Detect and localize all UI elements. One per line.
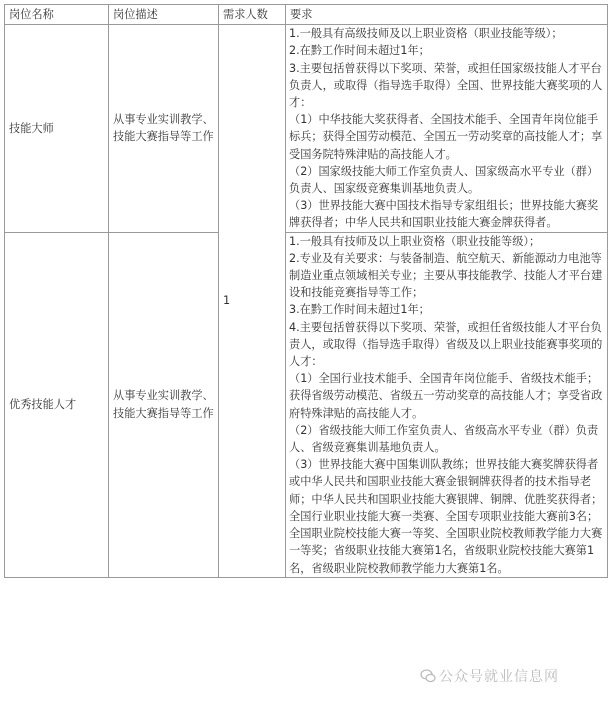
requirement-line: 2.在黔工作时间未超过1年； — [289, 44, 430, 58]
requirement-line: （2）国家级技能大师工作室负责人、国家级高水平专业（群）负责人、国家级竞赛集训基地负责人。 — [289, 164, 599, 196]
wechat-icon — [420, 668, 436, 684]
position-name-cell: 优秀技能人才 — [5, 232, 109, 577]
requirement-line: （1）中华技能大奖获得者、全国技术能手、全国青年岗位能手标兵；获得全国劳动模范、全国五一劳动奖章的高技能人才；享受国务院特殊津贴的高技能人才。 — [289, 113, 603, 161]
requirement-line: （3）世界技能大赛中国技术指导专家组组长；世界技能大赛奖牌获得者；中华人民共和国职业技能大赛金牌获得者。 — [289, 199, 599, 230]
requirement-line: 1.一般具有高级技师及以上职业资格（职业技能等级）； — [289, 27, 563, 41]
watermark-text: 公众号就业信息网 — [439, 669, 559, 685]
requirement-line: 3.主要包括曾获得以下奖项、荣誉，或担任国家级技能人才平台负责人，或取得（指导选手取得）全国、世界技能大赛奖项的人才： — [289, 61, 603, 110]
table-header-row — [5, 5, 608, 25]
header-position-name: 岗位名称 — [5, 5, 109, 25]
requirement-line: （1）全国行业技术能手、全国青年岗位能手、省级技术能手；获得省级劳动模范、省级五一劳动奖章的高技能人才；享受省政府特殊津贴的高技能人才。 — [289, 372, 603, 420]
position-name-cell: 技能大师 — [5, 25, 109, 232]
header-position-desc: 岗位描述 — [109, 5, 219, 25]
table-row — [5, 232, 608, 577]
header-requirements: 要求 — [286, 5, 608, 25]
watermark — [420, 666, 559, 686]
requirement-line: （2）省级技能大师工作室负责人、省级高水平专业（群）负责人、省级竞赛集训基地负责人。 — [289, 423, 599, 455]
requirement-line: （3）世界技能大赛中国集训队教练；世界技能大赛奖牌获得者或中华人民共和国职业技能大赛金银铜牌获得者的技术指导老师；中华人民共和国职业技能大赛银牌、铜牌、优胜奖获得者；全国行业职业技能大赛一类赛、全国专项职业技能大赛前3名；全国职业院校技能大赛一等奖、全国职业院校教师教学能力大赛一等奖；省级职业技能大赛第1名，省级职业院校技能大赛第1名，省级职业院校教师教学能力大赛第1名。 — [289, 458, 603, 575]
requirement-line: 3.在黔工作时间未超过1年； — [289, 303, 430, 317]
header-headcount: 需求人数 — [219, 5, 286, 25]
position-desc-cell: 从事专业实训教学、技能大赛指导等工作 — [109, 232, 219, 577]
position-desc-cell: 从事专业实训教学、技能大赛指导等工作 — [109, 25, 219, 232]
requirements-cell — [286, 232, 608, 577]
requirement-line: 1.一般具有技师及以上职业资格（职业技能等级）； — [289, 234, 541, 248]
requirement-line: 2.专业及有关要求：与装备制造、航空航天、新能源动力电池等制造业重点领域相关专业；主要从事技能教学、技能人才平台建设和技能竞赛指导等工作； — [289, 251, 603, 300]
requirement-line: 4.主要包括曾获得以下奖项、荣誉，或担任省级技能人才平台负责人，或取得（指导选手取得）省级及以上职业技能赛事奖项的人才： — [289, 320, 603, 369]
positions-table — [4, 4, 608, 578]
table-row — [5, 25, 608, 232]
requirements-cell — [286, 25, 608, 232]
headcount-cell: 1 — [219, 25, 286, 578]
